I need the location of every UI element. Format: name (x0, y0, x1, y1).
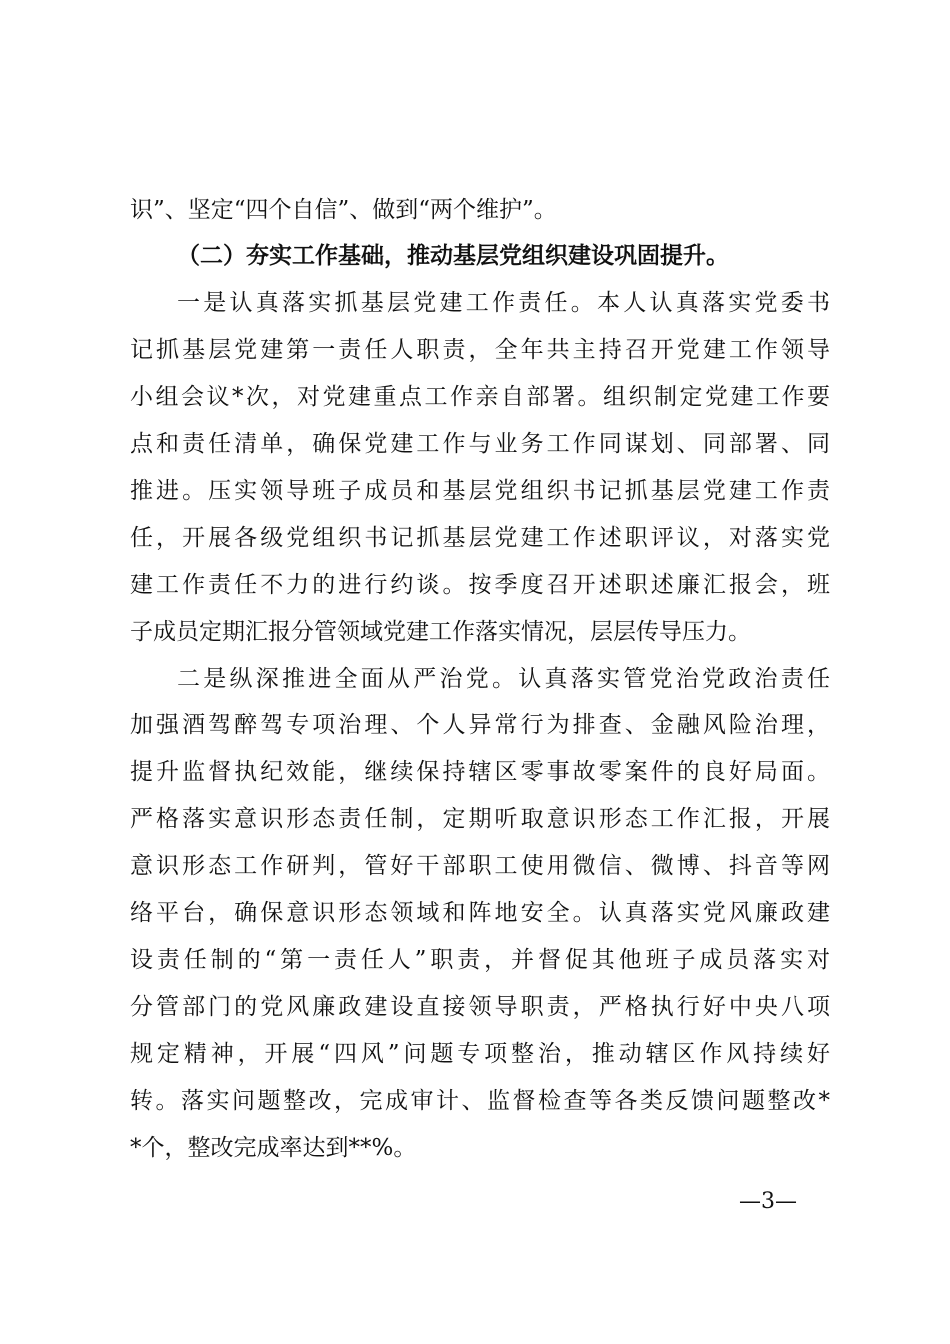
paragraph-line: 小组会议*次，对党建重点工作亲自部署。组织制定党建工作要 (130, 384, 830, 410)
paragraph-line: 提升监督执纪效能，继续保持辖区零事故零案件的良好局面。 (130, 759, 830, 785)
paragraph-line: 设责任制的“第一责任人”职责，并督促其他班子成员落实对 (130, 947, 830, 973)
paragraph-line: 点和责任清单，确保党建工作与业务工作同谋划、同部署、同 (130, 431, 830, 457)
paragraph-line: 任，开展各级党组织书记抓基层党建工作述职评议，对落实党 (130, 525, 830, 551)
paragraph-line: 二是纵深推进全面从严治党。认真落实管党治党政治责任 (177, 666, 830, 692)
paragraph-line: 络平台，确保意识形态领域和阵地安全。认真落实党风廉政建 (130, 900, 830, 926)
paragraph-line: 严格落实意识形态责任制，定期听取意识形态工作汇报，开展 (130, 806, 830, 832)
paragraph-line: 一是认真落实抓基层党建工作责任。本人认真落实党委书 (177, 290, 830, 316)
paragraph-line: 分管部门的党风廉政建设直接领导职责，严格执行好中央八项 (130, 994, 830, 1020)
paragraph-line: *个，整改完成率达到**%。 (130, 1135, 417, 1161)
paragraph-line: 意识形态工作研判，管好干部职工使用微信、微博、抖音等网 (130, 853, 830, 879)
paragraph-line: 加强酒驾醉驾专项治理、个人异常行为排查、金融风险治理， (130, 712, 830, 738)
paragraph-line: 子成员定期汇报分管领域党建工作落实情况，层层传导压力。 (130, 619, 751, 645)
paragraph-line: 建工作责任不力的进行约谈。按季度召开述职述廉汇报会，班 (130, 572, 830, 598)
page-number: —3— (739, 1189, 797, 1214)
text-line: 识”、坚定“四个自信”、做到“两个维护”。 (130, 197, 557, 223)
paragraph-line: 转。落实问题整改，完成审计、监督检查等各类反馈问题整改* (130, 1088, 830, 1114)
section-heading: （二）夯实工作基础，推动基层党组织建设巩固提升。 (177, 242, 729, 269)
paragraph-line: 规定精神，开展“四风”问题专项整治，推动辖区作风持续好 (130, 1041, 830, 1067)
paragraph-line: 推进。压实领导班子成员和基层党组织书记抓基层党建工作责 (130, 478, 830, 504)
paragraph-line: 记抓基层党建第一责任人职责，全年共主持召开党建工作领导 (130, 337, 830, 363)
